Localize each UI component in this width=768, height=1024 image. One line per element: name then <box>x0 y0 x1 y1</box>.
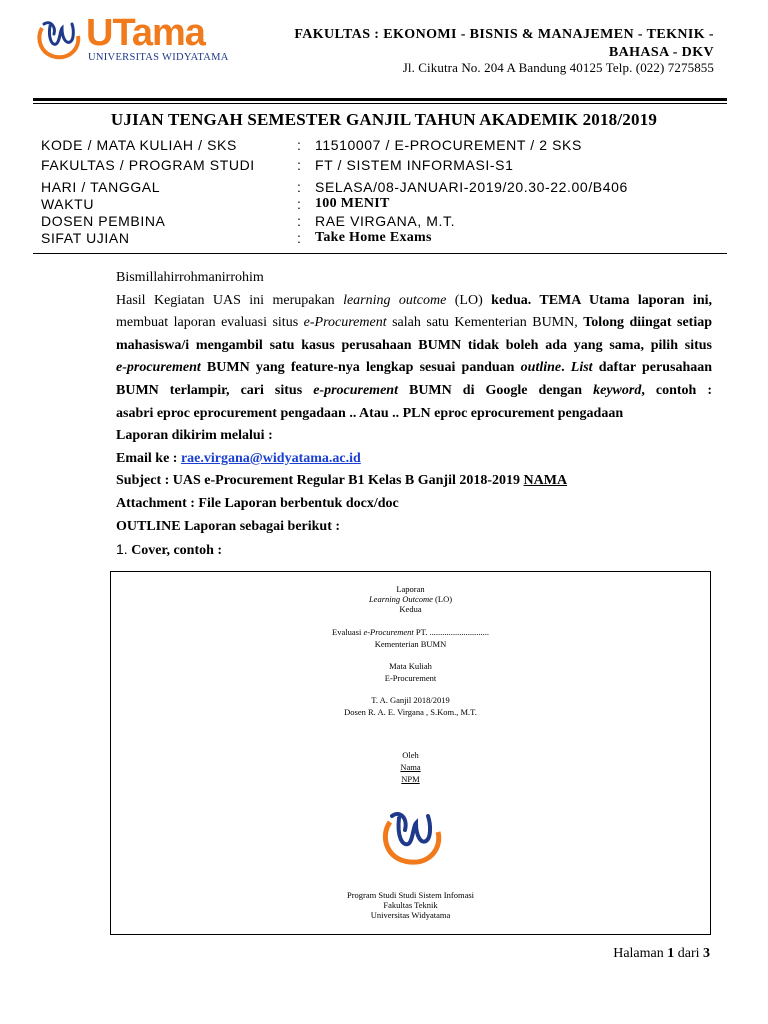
cover-line: Evaluasi e-Procurement PT. ............................ <box>332 627 489 637</box>
cover-line: T. A. Ganjil 2018/2019 <box>371 695 450 705</box>
paragraph-line: asabri eproc eprocurement pengadaan .. Atau .. PLN eproc eprocurement pengadaan <box>116 405 624 421</box>
cover-line: Dosen R. A. E. Virgana , S.Kom., M.T. <box>344 707 477 717</box>
info-label: SIFAT UJIAN <box>41 230 130 246</box>
outline-line: OUTLINE Laporan sebagai berikut : <box>116 518 341 534</box>
page-number: Halaman 1 dari 3 <box>613 946 710 961</box>
cover-line: NPM <box>401 774 420 784</box>
paragraph-line: BUMN terlampir, cari situs e-procurement BUMN di Google dengan keyword, contoh : <box>116 382 712 398</box>
cover-line: Fakultas Teknik <box>383 900 438 910</box>
info-value: 11510007 / E-PROCUREMENT / 2 SKS <box>315 137 582 153</box>
cover-line: E-Procurement <box>384 673 437 683</box>
cover-line: Universitas Widyatama <box>370 910 451 920</box>
info-separator: : <box>297 157 302 173</box>
info-value: FT / SISTEM INFORMASI-S1 <box>315 157 514 173</box>
logo-wordmark: UTama <box>86 12 205 54</box>
cover-line: Mata Kuliah <box>389 661 432 671</box>
info-label: DOSEN PEMBINA <box>41 213 166 229</box>
cover-line: Kementerian BUMN <box>374 639 447 649</box>
cover-line: Learning Outcome (LO) <box>368 594 453 604</box>
info-value: RAE VIRGANA, M.T. <box>315 213 456 229</box>
instructions-body <box>116 267 712 563</box>
logo-subtitle: UNIVERSITAS WIDYATAMA <box>88 52 229 63</box>
info-separator: : <box>297 213 302 229</box>
sent-via-label: Laporan dikirim melalui : <box>116 428 273 444</box>
cover-line: Program Studi Studi Sistem Infomasi <box>346 890 475 900</box>
header-divider-thick <box>33 98 727 101</box>
info-value: Take Home Exams <box>315 230 432 245</box>
section-divider <box>33 253 727 254</box>
attachment-line: Attachment : File Laporan berbentuk docx/doc <box>116 495 399 511</box>
info-value: 100 MENIT <box>315 196 390 211</box>
email-link[interactable]: rae.virgana@widyatama.ac.id <box>180 450 361 466</box>
cover-logo-icon <box>378 804 444 866</box>
info-value: SELASA/08-JANUARI-2019/20.30-22.00/B406 <box>315 179 628 195</box>
faculties-line-2: BAHASA - DKV <box>608 45 714 60</box>
paragraph-line: mahasiswa/i mengambil satu kasus perusahaan BUMN tidak boleh ada yang sama, pilih situs <box>116 337 712 353</box>
faculties-line-1: FAKULTAS : EKONOMI - BISNIS & MANAJEMEN - TEKNIK - <box>294 27 714 42</box>
outline-item-1: 1. Cover, contoh : <box>116 541 223 559</box>
paragraph-line: Hasil Kegiatan UAS ini merupakan learning outcome (LO) kedua. TEMA Utama laporan ini, <box>116 292 712 308</box>
faculties-heading <box>262 26 714 62</box>
email-line: Email ke : rae.virgana@widyatama.ac.id <box>116 450 361 466</box>
info-separator: : <box>297 137 302 153</box>
header-divider-thin <box>33 103 727 104</box>
cover-line: Oleh <box>402 750 419 760</box>
info-separator: : <box>297 179 302 195</box>
address-line: Jl. Cikutra No. 204 A Bandung 40125 Telp. (022) 7275855 <box>402 60 714 75</box>
info-label: HARI / TANGGAL <box>41 179 161 195</box>
cover-line: Laporan <box>396 584 425 594</box>
subject-line: Subject : UAS e-Procurement Regular B1 Kelas B Ganjil 2018-2019 NAMA <box>116 473 568 489</box>
info-label: KODE / MATA KULIAH / SKS <box>41 137 237 153</box>
exam-title: UJIAN TENGAH SEMESTER GANJIL TAHUN AKADEMIK 2018/2019 <box>110 110 658 129</box>
info-separator: : <box>297 196 302 212</box>
cover-line: Kedua <box>399 604 422 614</box>
cover-line: Nama <box>400 762 421 772</box>
paragraph-line: e-procurement BUMN yang feature-nya lengkap sesuai panduan outline. List daftar perusahaan <box>116 360 713 376</box>
info-separator: : <box>297 230 302 246</box>
paragraph-line: membuat laporan evaluasi situs e-Procurement salah satu Kementerian BUMN, Tolong diingat setiap <box>116 315 713 331</box>
info-label: WAKTU <box>41 196 95 212</box>
info-label: FAKULTAS / PROGRAM STUDI <box>41 157 255 173</box>
university-logo-icon <box>34 14 84 60</box>
greeting: Bismillahirrohmanirrohim <box>116 270 264 285</box>
